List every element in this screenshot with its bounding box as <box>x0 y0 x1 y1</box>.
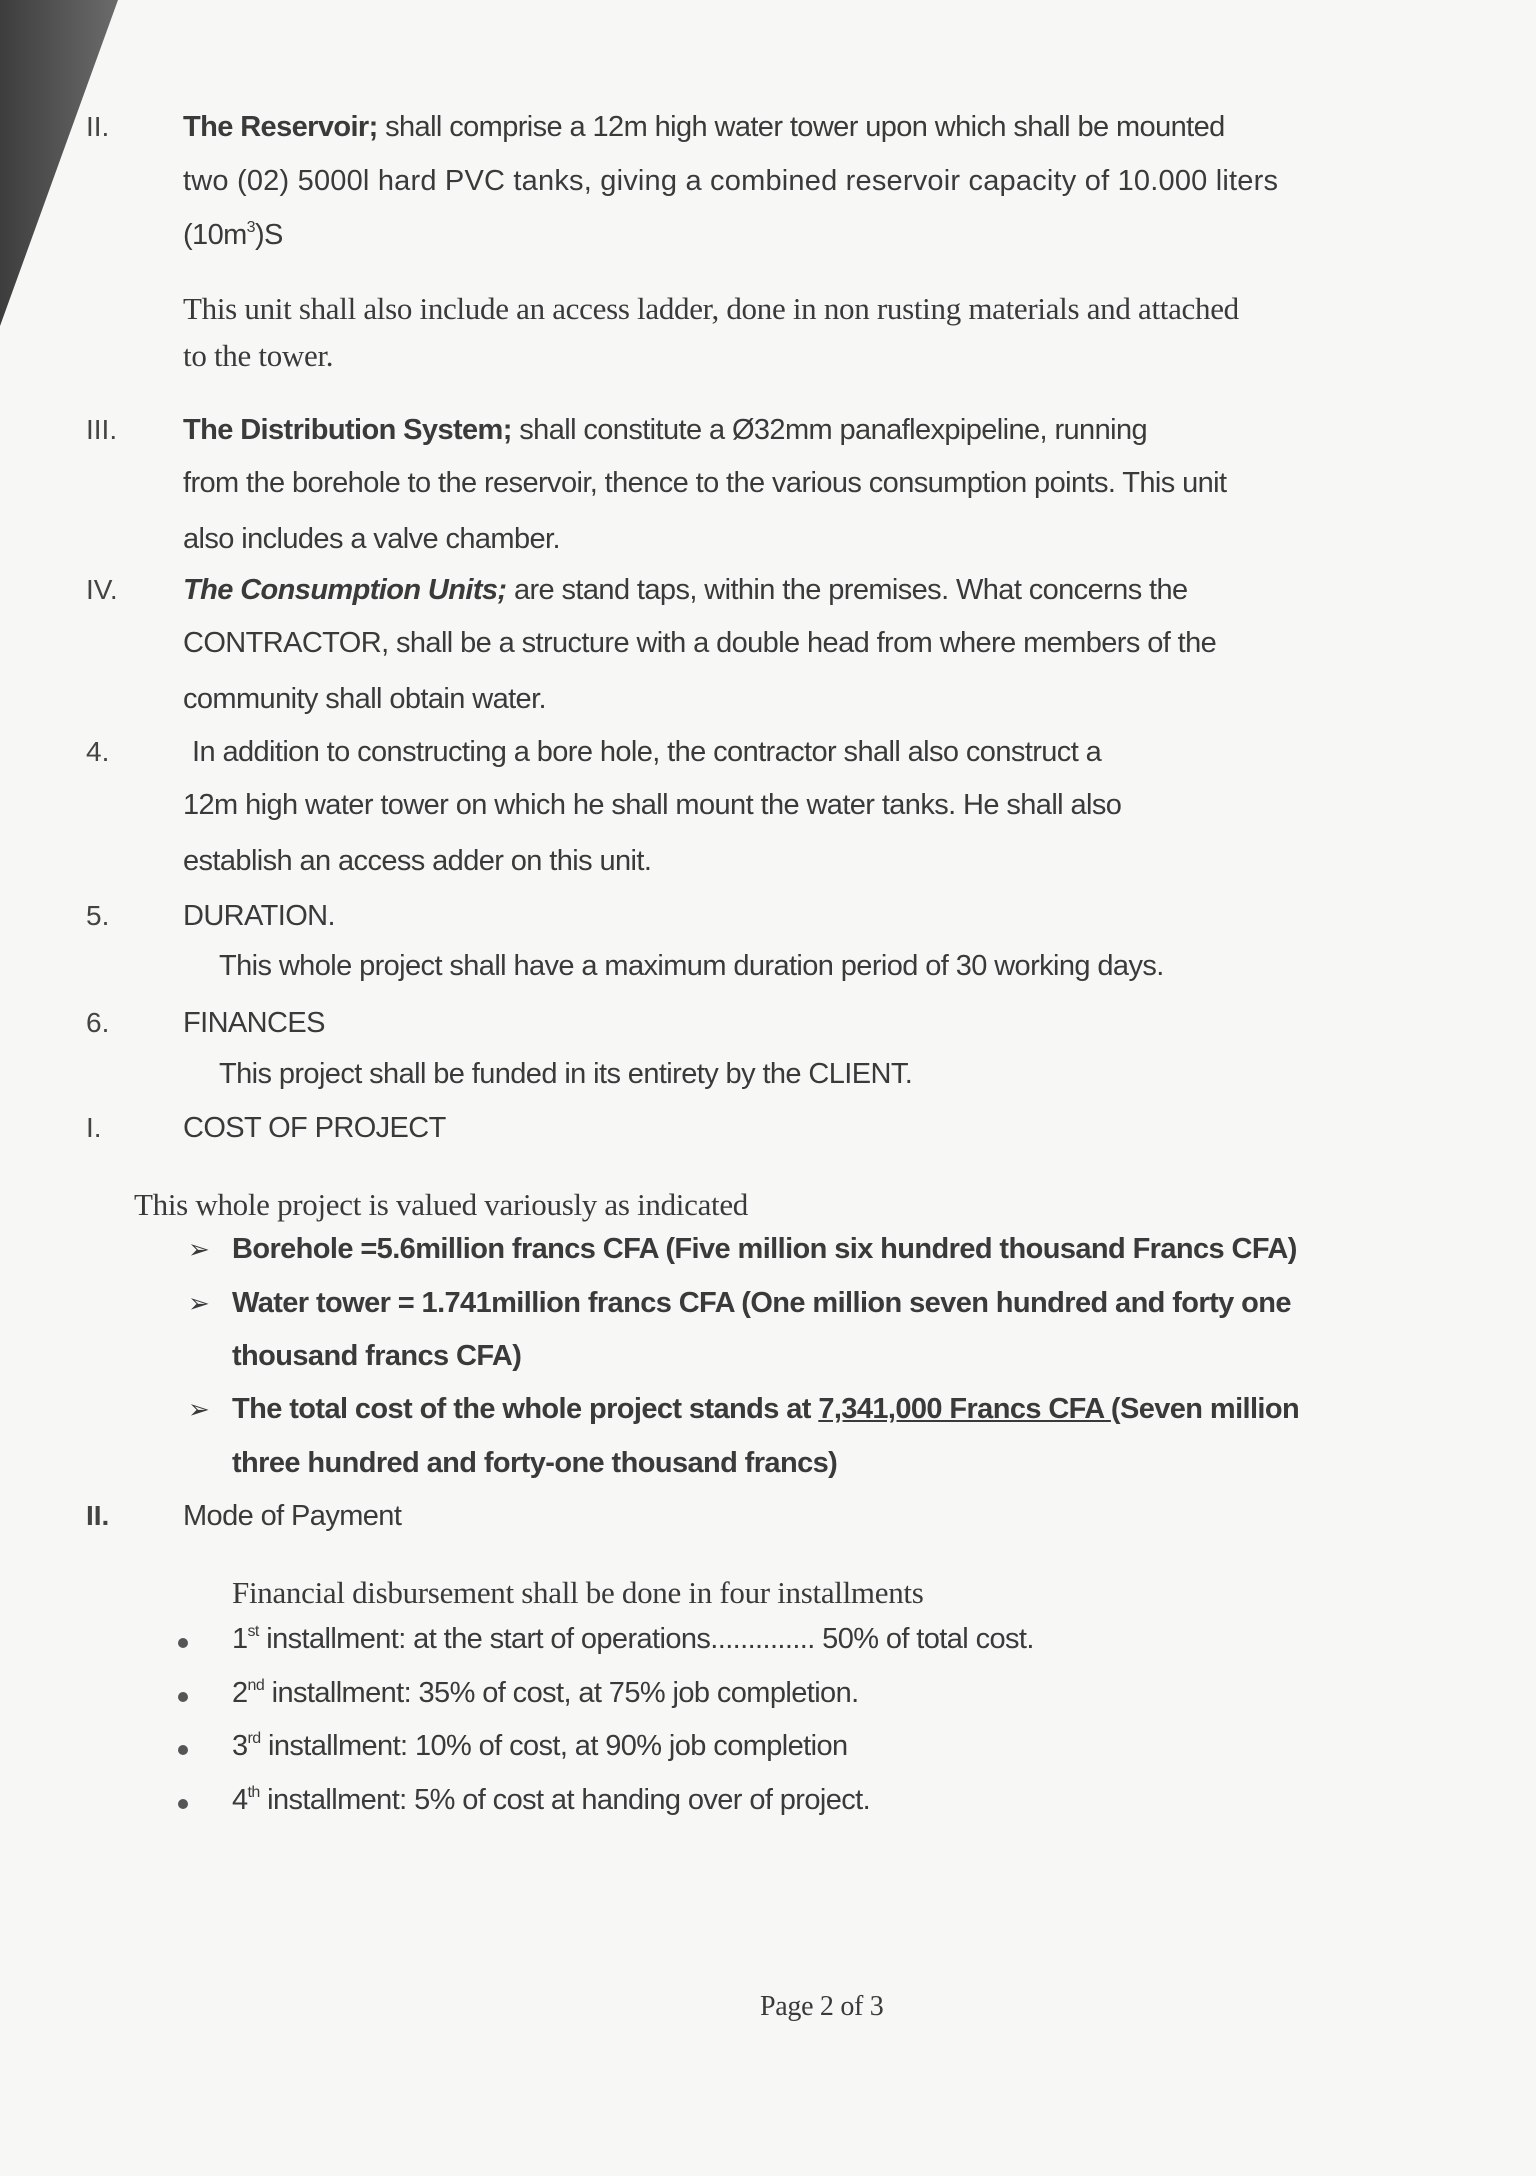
text: 2 <box>232 1677 248 1709</box>
arrow-bullet-icon: ➢ <box>188 1288 210 1318</box>
reservoir-note-2: to the tower. <box>183 338 334 373</box>
distribution-line-3: also includes a valve chamber. <box>183 523 560 555</box>
superscript: th <box>247 1784 260 1801</box>
text: 1 <box>232 1623 248 1655</box>
text: shall constitute a Ø32mm panaflexpipeline, running <box>511 414 1147 446</box>
item-number: IV. <box>86 574 118 605</box>
superscript: st <box>247 1623 259 1640</box>
text: installment: at the start of operations.............. 50% of total cost. <box>258 1623 1034 1655</box>
installment-4 <box>232 1783 870 1817</box>
item-number: III. <box>86 414 118 445</box>
finances-text: This project shall be funded in its entirety by the CLIENT. <box>219 1058 913 1090</box>
cost-borehole: Borehole =5.6million francs CFA (Five million six hundred thousand Francs CFA) <box>232 1233 1297 1265</box>
item-number: 6. <box>86 1007 110 1038</box>
scanner-shadow <box>0 0 130 340</box>
page-number: Page 2 of 3 <box>760 1991 884 2022</box>
cost-total-1 <box>232 1392 1299 1426</box>
text: installment: 5% of cost at handing over of project. <box>259 1784 871 1816</box>
item-number: 4. <box>86 736 110 767</box>
distribution-line-2: from the borehole to the reservoir, thence to the various consumption points. This unit <box>183 467 1227 499</box>
bullet-icon <box>178 1638 188 1648</box>
installment-3 <box>232 1729 848 1763</box>
text: installment: 35% of cost, at 75% job completion. <box>264 1677 859 1709</box>
text: 3 <box>232 1730 248 1762</box>
text: installment: 10% of cost, at 90% job completion <box>260 1730 848 1762</box>
text: shall comprise a 12m high water tower upon which shall be mounted <box>377 111 1225 143</box>
reservoir-line-3 <box>183 218 283 252</box>
item-number: I. <box>86 1112 102 1143</box>
cost-tower-2: thousand francs CFA) <box>232 1340 522 1372</box>
installment-1 <box>232 1622 1034 1656</box>
cost-title: COST OF PROJECT <box>183 1112 446 1144</box>
consumption-title: The Consumption Units; <box>183 574 507 606</box>
finances-title: FINANCES <box>183 1007 325 1039</box>
item-number: 5. <box>86 900 110 931</box>
superscript: rd <box>247 1730 261 1747</box>
distribution-line-1 <box>183 413 1147 447</box>
duration-text: This whole project shall have a maximum duration period of 30 working days. <box>219 950 1164 982</box>
arrow-bullet-icon: ➢ <box>188 1234 210 1264</box>
text: )S <box>254 219 283 251</box>
bullet-icon <box>178 1745 188 1755</box>
text: are stand taps, within the premises. What concerns the <box>506 574 1188 606</box>
total-amount: 7,341,000 Francs CFA <box>818 1393 1111 1425</box>
text: The total cost of the whole project stands at <box>232 1393 819 1425</box>
payment-intro: Financial disbursement shall be done in four installments <box>232 1575 924 1610</box>
item-number: II. <box>86 111 110 142</box>
item4-line-1: In addition to constructing a bore hole, the contractor shall also construct a <box>192 736 1102 768</box>
reservoir-note-1: This unit shall also include an access ladder, done in non rusting materials and attached <box>183 291 1239 326</box>
cost-intro: This whole project is valued variously as indicated <box>134 1187 749 1222</box>
item4-line-3: establish an access adder on this unit. <box>183 845 652 877</box>
consumption-line-1 <box>183 573 1188 607</box>
duration-title: DURATION. <box>183 900 335 932</box>
arrow-bullet-icon: ➢ <box>188 1394 210 1424</box>
distribution-title: The Distribution System; <box>183 414 512 446</box>
reservoir-title: The Reservoir; <box>183 111 378 143</box>
cost-tower-1: Water tower = 1.741million francs CFA (One million seven hundred and forty one <box>232 1287 1291 1319</box>
item4-line-2: 12m high water tower on which he shall mount the water tanks. He shall also <box>183 789 1122 821</box>
text: (Seven million <box>1110 1393 1300 1425</box>
consumption-line-2: CONTRACTOR, shall be a structure with a double head from where members of the <box>183 627 1217 659</box>
text: 4 <box>232 1784 248 1816</box>
reservoir-line-2: two (02) 5000l hard PVC tanks, giving a combined reservoir capacity of 10.000 liters <box>183 165 1279 197</box>
installment-2 <box>232 1676 859 1710</box>
reservoir-line-1 <box>183 110 1225 144</box>
text: (10m <box>183 219 247 251</box>
item-number: II. <box>86 1500 110 1531</box>
payment-title: Mode of Payment <box>183 1500 402 1532</box>
bullet-icon <box>178 1799 188 1809</box>
superscript: nd <box>247 1677 265 1694</box>
superscript: 3 <box>246 219 255 236</box>
consumption-line-3: community shall obtain water. <box>183 683 546 715</box>
bullet-icon <box>178 1692 188 1702</box>
cost-total-2: three hundred and forty-one thousand francs) <box>232 1447 838 1479</box>
